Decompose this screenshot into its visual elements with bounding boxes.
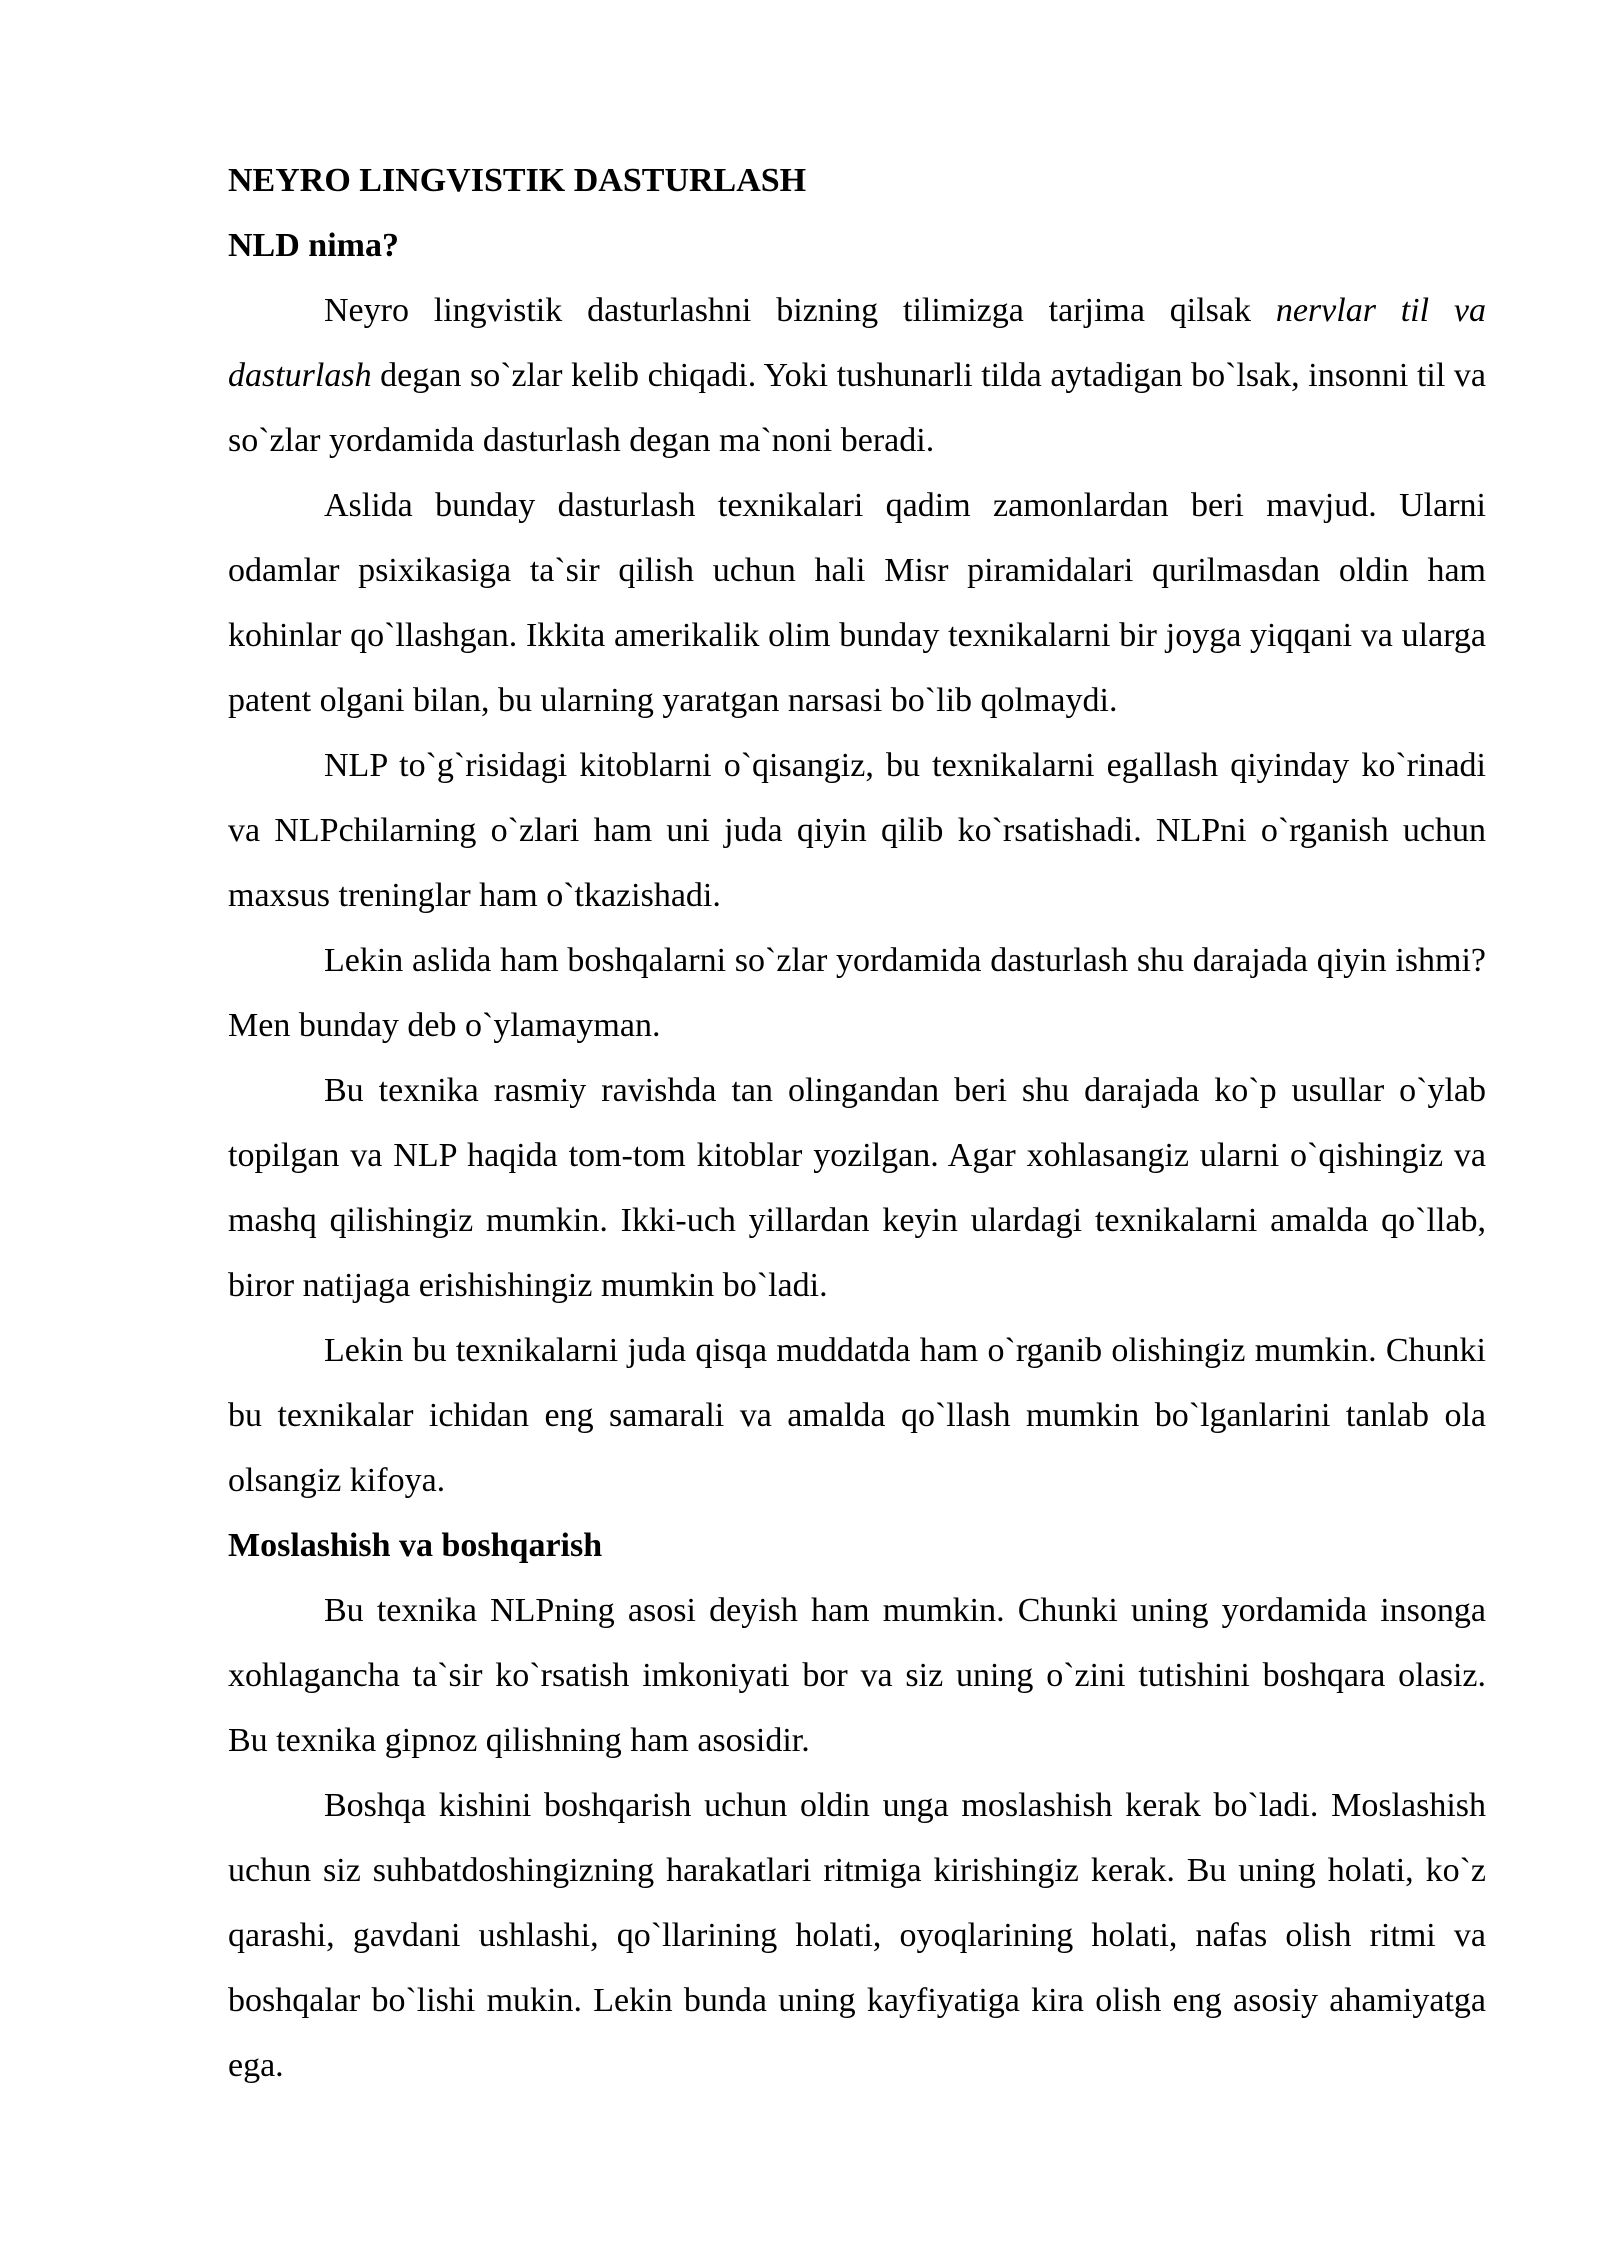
paragraph-5: Bu texnika rasmiy ravishda tan olingandan beri shu darajada ko`p usullar o`ylab topilgan va NLP haqida tom-tom kitoblar yozilgan. Agar xohlasangiz ularni o`qishingiz va mashq qilishingiz mumkin. Ikki-uch yillardan keyin ulardagi texnikalarni amalda qo`llab, biror natijaga erishishingiz mumkin bo`ladi.	[228, 1072, 1486, 1304]
paragraph-8: Boshqa kishini boshqarish uchun oldin unga moslashish kerak bo`ladi. Moslashish uchun siz suhbatdoshingizning harakatlari ritmiga kirishingiz kerak. Bu uning holati, ko`z qarashi, gavdani ushlashi, qo`llarining holati, oyoqlarining holati, nafas olish ritmi va boshqalar bo`lishi mukin. Lekin bunda uning kayfiyatiga kira olish eng asosiy ahamiyatga ega.	[228, 1787, 1486, 2084]
paragraph-2: Aslida bunday dasturlash texnikalari qadim zamonlardan beri mavjud. Ularni odamlar psixikasiga ta`sir qilish uchun hali Misr piramidalari qurilmasdan oldin ham kohinlar qo`llashgan. Ikkita amerikalik olim bunday texnikalarni bir joyga yiqqani va ularga patent olgani bilan, bu ularning yaratgan narsasi bo`lib qolmaydi.	[228, 487, 1486, 719]
document-title: NEYRO LINGVISTIK DASTURLASH	[228, 162, 807, 199]
section-heading-nld-nima: NLD nima?	[228, 227, 399, 264]
paragraph-4: Lekin aslida ham boshqalarni so`zlar yordamida dasturlash shu darajada qiyin ishmi? Men bunday deb o`ylamayman.	[228, 942, 1486, 1044]
section-heading-moslashish: Moslashish va boshqarish	[228, 1527, 603, 1564]
paragraph-3: NLP to`g`risidagi kitoblarni o`qisangiz, bu texnikalarni egallash qiyinday ko`rinadi va NLPchilarning o`zlari ham uni juda qiyin qilib ko`rsatishadi. NLPni o`rganish uchun maxsus treninglar ham o`tkazishadi.	[228, 747, 1486, 914]
paragraph-1-text-end: degan so`zlar kelib chiqadi. Yoki tushunarli tilda aytadigan bo`lsak, insonni til va so`zlar yordamida dasturlash degan ma`noni beradi.	[228, 357, 1486, 459]
paragraph-1-text-start: Neyro lingvistik dasturlashni bizning tilimizga tarjima qilsak	[324, 292, 1276, 329]
paragraph-7: Bu texnika NLPning asosi deyish ham mumkin. Chunki uning yordamida insonga xohlagancha ta`sir ko`rsatish imkoniyati bor va siz uning o`zini tutishini boshqara olasiz. Bu texnika gipnoz qilishning ham asosidir.	[228, 1592, 1486, 1759]
paragraph-1-italic-phrase: nervlar til va dasturlash	[228, 292, 1486, 394]
paragraph-6: Lekin bu texnikalarni juda qisqa muddatda ham o`rganib olishingiz mumkin. Chunki bu texnikalar ichidan eng samarali va amalda qo`llash mumkin bo`lganlarini tanlab ola olsangiz kifoya.	[228, 1332, 1486, 1499]
paragraph-1	[228, 278, 1486, 473]
document-page	[228, 148, 1486, 2098]
